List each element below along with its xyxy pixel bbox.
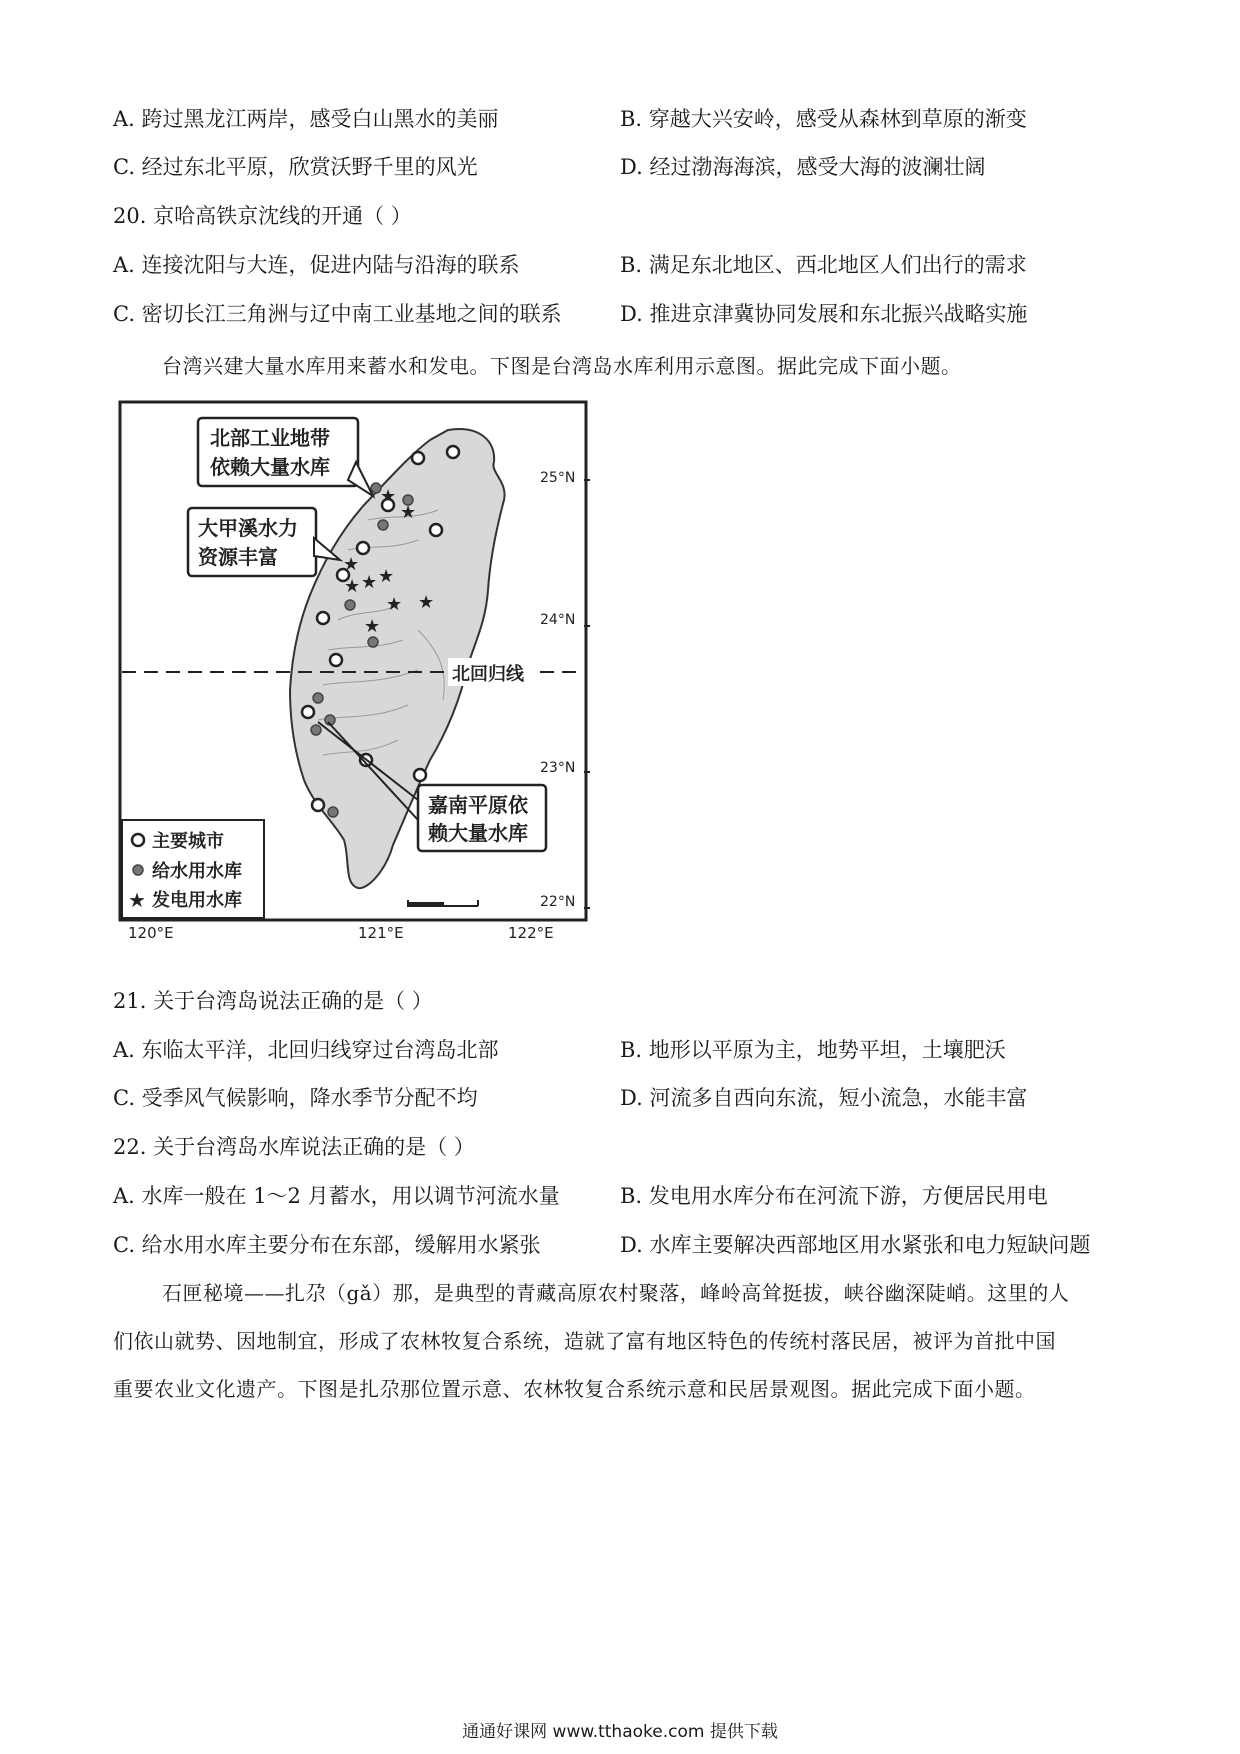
city-marker xyxy=(312,799,324,811)
lat-label-22: 22°N xyxy=(540,894,576,910)
city-marker xyxy=(447,446,459,458)
legend-city-icon xyxy=(132,834,144,846)
tropic-label: 北回归线 xyxy=(452,664,524,685)
city-marker xyxy=(330,654,342,666)
city-marker xyxy=(414,769,426,781)
power-reservoir-marker: ★ xyxy=(344,576,361,597)
intro-zhagana-line2: 们依山就势、因地制宜，形成了农林牧复合系统，造就了富有地区特色的传统村落民居，被评为首批中国 xyxy=(113,1329,1056,1353)
q21-option-b: B. 地形以平原为主，地势平坦，土壤肥沃 xyxy=(620,1038,1006,1062)
q22-option-c: C. 给水用水库主要分布在东部，缓解用水紧张 xyxy=(113,1233,541,1257)
legend-power-icon: ★ xyxy=(128,888,146,912)
svg-text:赖大量水库: 赖大量水库 xyxy=(428,821,528,845)
power-reservoir-marker: ★ xyxy=(364,616,381,637)
q20-option-d: D. 推进京津冀协同发展和东北振兴战略实施 xyxy=(620,302,1028,326)
q22-option-d: D. 水库主要解决西部地区用水紧张和电力短缺问题 xyxy=(620,1233,1091,1257)
lat-label-25: 25°N xyxy=(540,470,576,486)
map-legend xyxy=(122,820,264,918)
legend-power-label: 发电用水库 xyxy=(152,890,242,911)
city-marker xyxy=(430,524,442,536)
q22-option-a: A. 水库一般在 1～2 月蓄水，用以调节河流水量 xyxy=(113,1184,560,1208)
power-reservoir-marker: ★ xyxy=(418,592,435,613)
legend-city-label: 主要城市 xyxy=(152,831,224,852)
q20-stem: 20. 京哈高铁京沈线的开通（ ） xyxy=(113,204,412,228)
q20-option-a: A. 连接沈阳与大连，促进内陆与沿海的联系 xyxy=(113,253,520,277)
supply-reservoir-marker xyxy=(311,725,321,735)
city-marker xyxy=(302,706,314,718)
lon-label-120: 120°E xyxy=(128,924,174,940)
q19-option-c: C. 经过东北平原，欣赏沃野千里的风光 xyxy=(113,155,478,179)
city-marker xyxy=(357,542,369,554)
page-footer: 通通好课网 www.tthaoke.com 提供下载 xyxy=(462,1722,778,1742)
lat-label-23: 23°N xyxy=(540,760,576,776)
q21-option-c: C. 受季风气候影响，降水季节分配不均 xyxy=(113,1086,478,1110)
callout-north xyxy=(198,418,373,496)
intro-taiwan: 台湾兴建大量水库用来蓄水和发电。下图是台湾岛水库利用示意图。据此完成下面小题。 xyxy=(162,354,962,378)
power-reservoir-marker: ★ xyxy=(400,502,417,523)
legend-supply-icon xyxy=(133,865,143,875)
city-marker xyxy=(317,612,329,624)
lat-label-24: 24°N xyxy=(540,612,576,628)
taiwan-reservoir-map xyxy=(118,400,590,940)
lon-label-122: 122°E xyxy=(508,924,554,940)
q19-option-b: B. 穿越大兴安岭，感受从森林到草原的渐变 xyxy=(620,107,1027,131)
svg-text:嘉南平原依: 嘉南平原依 xyxy=(428,793,528,817)
q20-option-c: C. 密切长江三角洲与辽中南工业基地之间的联系 xyxy=(113,302,562,326)
supply-reservoir-marker xyxy=(378,520,388,530)
svg-text:大甲溪水力: 大甲溪水力 xyxy=(198,516,298,540)
svg-text:资源丰富: 资源丰富 xyxy=(198,545,278,569)
callout-dajia xyxy=(188,508,340,576)
power-reservoir-marker: ★ xyxy=(380,486,397,507)
supply-reservoir-marker xyxy=(345,600,355,610)
q21-stem: 21. 关于台湾岛说法正确的是（ ） xyxy=(113,989,433,1013)
power-reservoir-marker: ★ xyxy=(361,572,378,593)
q22-option-b: B. 发电用水库分布在河流下游，方便居民用电 xyxy=(620,1184,1048,1208)
lon-label-121: 121°E xyxy=(358,924,404,940)
supply-reservoir-marker xyxy=(368,637,378,647)
q21-option-a: A. 东临太平洋，北回归线穿过台湾岛北部 xyxy=(113,1038,499,1062)
q22-stem: 22. 关于台湾岛水库说法正确的是（ ） xyxy=(113,1135,475,1159)
q19-option-a: A. 跨过黑龙江两岸，感受白山黑水的美丽 xyxy=(113,107,499,131)
power-reservoir-marker: ★ xyxy=(378,566,395,587)
supply-reservoir-marker xyxy=(313,693,323,703)
legend-supply-label: 给水用水库 xyxy=(152,861,242,882)
supply-reservoir-marker xyxy=(328,807,338,817)
q21-option-d: D. 河流多自西向东流，短小流急，水能丰富 xyxy=(620,1086,1028,1110)
q19-option-d: D. 经过渤海海滨，感受大海的波澜壮阔 xyxy=(620,155,986,179)
svg-text:北部工业地带: 北部工业地带 xyxy=(210,426,330,450)
city-marker xyxy=(412,452,424,464)
power-reservoir-marker: ★ xyxy=(343,554,360,575)
power-reservoir-marker: ★ xyxy=(386,594,403,615)
svg-text:依赖大量水库: 依赖大量水库 xyxy=(210,455,330,479)
q20-option-b: B. 满足东北地区、西北地区人们出行的需求 xyxy=(620,253,1027,277)
intro-zhagana-line3: 重要农业文化遗产。下图是扎尕那位置示意、农林牧复合系统示意和民居景观图。据此完成下面小题。 xyxy=(113,1377,1036,1401)
intro-zhagana-line1: 石匣秘境——扎尕（gǎ）那，是典型的青藏高原农村聚落，峰岭高耸挺拔，峡谷幽深陡峭。这里的人 xyxy=(162,1281,1070,1305)
